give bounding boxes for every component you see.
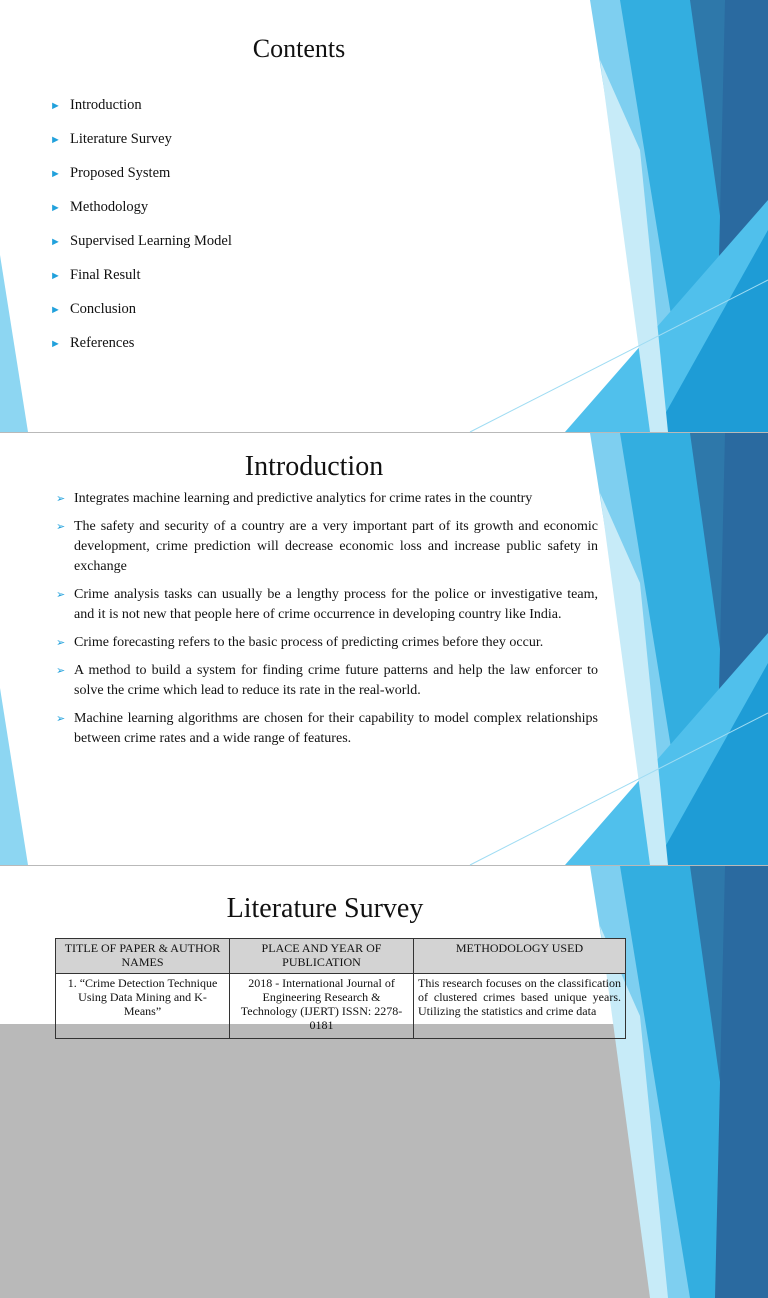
list-item-label: References <box>70 335 135 351</box>
list-item <box>50 301 232 335</box>
list-item-text: Integrates machine learning and predictive analytics for crime rates in the country <box>74 491 533 506</box>
slide-decoration <box>0 866 768 1298</box>
list-item-text: Machine learning algorithms are chosen for their capability to model complex relationships between crime rates and a wide range of features. <box>74 711 598 746</box>
contents-list <box>50 97 232 369</box>
list-item <box>56 585 598 625</box>
triangle-bullet-icon: ► <box>50 338 61 350</box>
triangle-bullet-icon: ► <box>50 202 61 214</box>
list-item-text: Crime forecasting refers to the basic process of predicting crimes before they occur. <box>74 635 544 650</box>
list-item-label: Proposed System <box>70 165 171 181</box>
list-item <box>50 97 232 131</box>
arrow-bullet-icon: ➢ <box>56 713 66 725</box>
column-header: METHODOLOGY USED <box>414 939 626 974</box>
list-item <box>56 517 598 577</box>
triangle-bullet-icon: ► <box>50 100 61 112</box>
slide-introduction <box>0 433 768 865</box>
list-item <box>50 267 232 301</box>
list-item <box>56 709 598 749</box>
list-item <box>56 661 598 701</box>
arrow-bullet-icon: ➢ <box>56 665 66 677</box>
list-item-text: A method to build a system for finding crime future patterns and help the law enforcer to solve the crime which lead to reduce its rate in the real-world. <box>74 663 598 698</box>
arrow-bullet-icon: ➢ <box>56 637 66 649</box>
slide-title: Contents <box>252 34 346 63</box>
introduction-list <box>56 489 598 757</box>
list-item <box>50 199 232 233</box>
table-cell: This research focuses on the classification of clustered crimes based unique years. Utilizing the statistics and crime data <box>414 974 626 1039</box>
list-item <box>50 131 232 165</box>
list-item-label: Methodology <box>70 199 149 215</box>
table-cell: 2018 - International Journal of Engineering Research & Technology (IJERT) ISSN: 2278-0181 <box>230 974 414 1039</box>
literature-table <box>55 938 626 1039</box>
arrow-bullet-icon: ➢ <box>56 521 66 533</box>
list-item <box>50 233 232 267</box>
list-item-text: The safety and security of a country are a very important part of its growth and economic development, crime prediction will decrease economic loss and increase public safety in exchange <box>74 519 598 574</box>
list-item <box>50 335 232 369</box>
slide-contents <box>0 0 768 432</box>
list-item <box>56 489 598 509</box>
slide-title: Literature Survey <box>226 893 424 924</box>
triangle-bullet-icon: ► <box>50 304 61 316</box>
table-cell: 1. “Crime Detection Technique Using Data Mining and K-Means” <box>56 974 230 1039</box>
slide-literature-survey <box>0 866 768 1032</box>
list-item <box>50 165 232 199</box>
list-item-label: Introduction <box>70 97 142 113</box>
arrow-bullet-icon: ➢ <box>56 493 66 505</box>
arrow-bullet-icon: ➢ <box>56 589 66 601</box>
list-item-label: Literature Survey <box>70 131 172 147</box>
slide-title: Introduction <box>244 451 384 482</box>
list-item <box>56 633 598 653</box>
column-header: PLACE AND YEAR OF PUBLICATION <box>230 939 414 974</box>
list-item-text: Crime analysis tasks can usually be a lengthy process for the police or investigative team, and it is not new that people here of crime occurrence in developing country like India. <box>74 587 598 622</box>
list-item-label: Conclusion <box>70 301 137 317</box>
triangle-bullet-icon: ► <box>50 134 61 146</box>
triangle-bullet-icon: ► <box>50 236 61 248</box>
column-header: TITLE OF PAPER & AUTHOR NAMES <box>56 939 230 974</box>
triangle-bullet-icon: ► <box>50 270 61 282</box>
table-header-row <box>56 939 626 974</box>
list-item-label: Final Result <box>70 267 141 283</box>
triangle-bullet-icon: ► <box>50 168 61 180</box>
list-item-label: Supervised Learning Model <box>70 233 232 249</box>
table-row <box>56 974 626 1039</box>
